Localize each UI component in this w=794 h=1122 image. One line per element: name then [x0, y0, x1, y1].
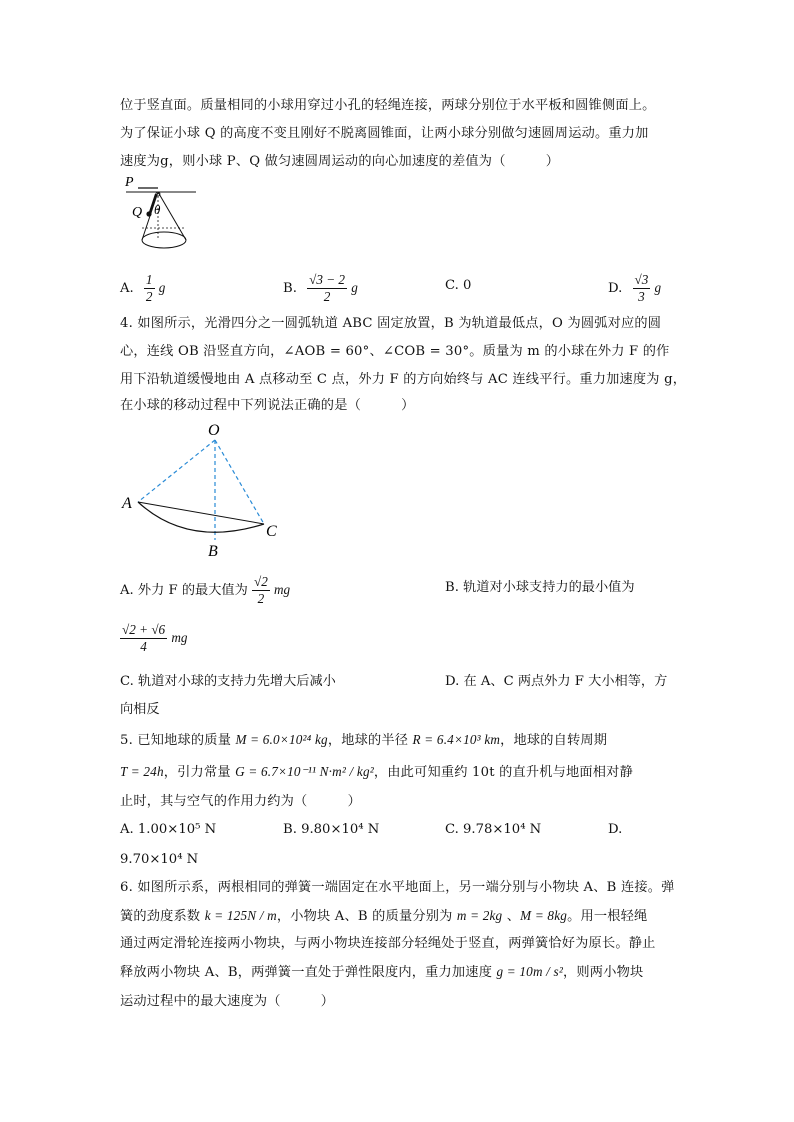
q3-cone-figure	[120, 174, 200, 256]
q4-option-c: C. 轨道对小球的支持力先增大后减小	[120, 674, 336, 689]
q3-line-2: 为了保证小球 Q 的高度不变且刚好不脱离圆锥面，让两小球分别做匀速圆周运动。重力加	[120, 126, 649, 141]
q3-label-p: P	[125, 175, 134, 190]
q3-line-3: 速度为g，则小球 P、Q 做匀速圆周运动的向心加速度的差值为（ ）	[120, 154, 560, 169]
q3-option-c: C. 0	[445, 278, 472, 293]
q6-line-5: 运动过程中的最大速度为（ ）	[120, 994, 335, 1009]
q4-option-d-cont: 向相反	[120, 702, 160, 717]
q5-line-1: 5. 已知地球的质量 M = 6.0×10²⁴ kg，地球的半径 R = 6.4×10³ km，地球的自转周期	[120, 732, 608, 748]
q4-label-a: A	[122, 495, 132, 512]
q4-option-d: D. 在 A、C 两点外力 F 大小相等，方	[445, 674, 668, 689]
q5-option-b: B. 9.80×10⁴ N	[283, 822, 380, 837]
q3-option-a: A. $\frac{1}{2}$ g	[120, 272, 166, 304]
q4-line-1: 4. 如图所示，光滑四分之一圆弧轨道 ABC 固定放置，B 为轨道最低点，O 为圆弧对应的圆	[120, 316, 662, 331]
q5-option-c: C. 9.78×10⁴ N	[445, 822, 542, 837]
q4-option-a: A. 外力 F 的最大值为 $\frac{√2}{2}$ mg	[120, 574, 291, 606]
q6-line-2: 簧的劲度系数 k = 125N / m，小物块 A、B 的质量分别为 m = 2kg 、M = 8kg。用一根轻绳	[120, 908, 648, 924]
q4-line-2: 心，连线 OB 沿竖直方向，∠AOB = 60°、∠COB = 30°。质量为 m 的小球在外力 F 的作	[120, 344, 670, 359]
q4-line-4: 在小球的移动过程中下列说法正确的是（ ）	[120, 398, 415, 413]
q5-line-2: T = 24h，引力常量 G = 6.7×10⁻¹¹ N·m² / kg²，由此可知重约 10t 的直升机与地面相对静	[120, 764, 633, 780]
q6-line-1: 6. 如图所示系，两根相同的弹簧一端固定在水平地面上，另一端分别与小物块 A、B 连接。弹	[120, 880, 675, 895]
q6-line-3: 通过两定滑轮连接两小物块，与两小物块连接部分轻绳处于竖直，两弹簧恰好为原长。静止	[120, 936, 656, 951]
q4-label-b: B	[208, 543, 218, 560]
q4-option-b: B. 轨道对小球支持力的最小值为	[445, 580, 635, 595]
q6-line-4: 释放两小物块 A、B，两弹簧一直处于弹性限度内，重力加速度 g = 10m / s²，则两小物块	[120, 964, 644, 980]
q3-line-1: 位于竖直面。质量相同的小球用穿过小孔的轻绳连接，两球分别位于水平板和圆锥侧面上。	[120, 98, 656, 113]
q5-option-d-value: 9.70×10⁴ N	[120, 852, 199, 867]
q4-line-3: 用下沿轨道缓慢地由 A 点移动至 C 点，外力 F 的方向始终与 AC 连线平行。重力加速度为 g，	[120, 372, 687, 387]
q5-option-a: A. 1.00×10⁵ N	[120, 822, 217, 837]
q4-label-c: C	[266, 523, 277, 540]
q4-option-b-value: $\frac{√2 + √6}{4}$ mg	[122, 622, 188, 654]
q3-label-q: Q	[132, 205, 143, 220]
q3-label-theta: θ	[154, 202, 161, 217]
q5-line-3: 止时，其与空气的作用力约为（ ）	[120, 794, 361, 809]
q5-option-d: D.	[608, 822, 623, 837]
q4-label-o: O	[208, 422, 220, 439]
q4-arc-figure	[118, 418, 288, 560]
q3-option-d: D. $\frac{√3}{3}$ g	[608, 272, 662, 304]
q3-option-b: B. $\frac{√3 - 2}{2}$ g	[283, 272, 358, 304]
